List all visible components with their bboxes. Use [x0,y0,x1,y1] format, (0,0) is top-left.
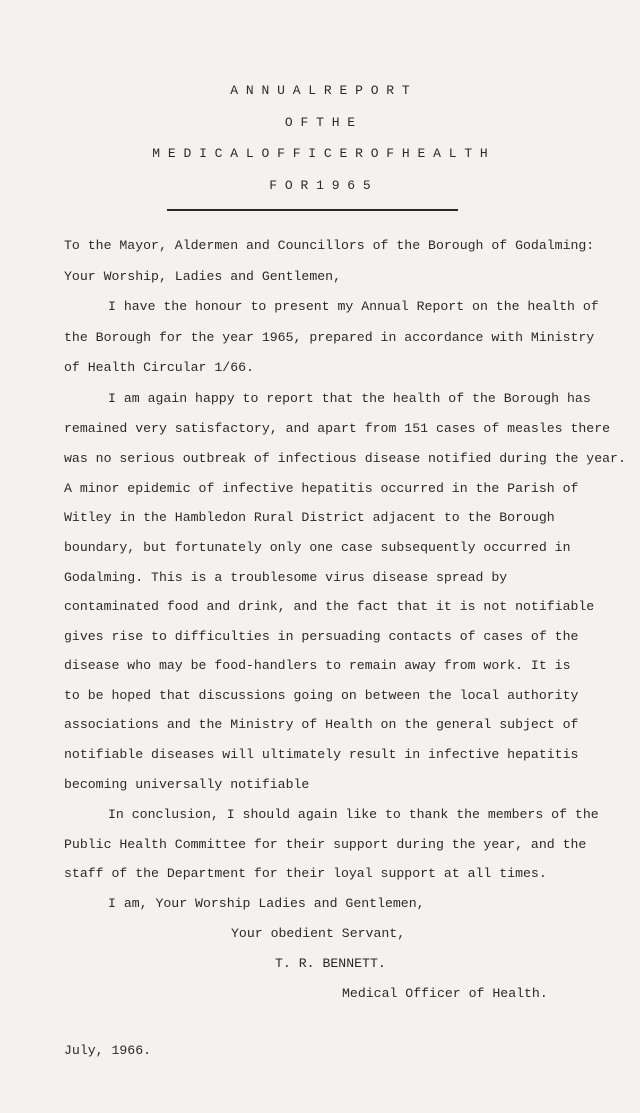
paragraph-2-line: becoming universally notifiable [64,777,310,792]
paragraph-2-line: Witley in the Hambledon Rural District adjacent to the Borough [64,510,555,525]
paragraph-2-line: remained very satisfactory, and apart from 151 cases of measles there [64,421,611,436]
closing-line: I am, Your Worship Ladies and Gentlemen, [108,896,425,911]
paragraph-2-line: to be hoped that discussions going on between the local authority [64,688,579,703]
paragraph-3-line: In conclusion, I should again like to thank the members of the [108,807,599,822]
report-title-of-the: O F T H E [284,115,356,130]
report-title: A N N U A L R E P O R T [230,83,410,98]
paragraph-1-line: the Borough for the year 1965, prepared in accordance with Ministry [64,330,595,345]
paragraph-2-line: was no serious outbreak of infectious disease notified during the year. [64,451,626,466]
report-date: July, 1966. [64,1043,152,1058]
paragraph-2-line: I am again happy to report that the health of the Borough has [108,391,591,406]
paragraph-2-line: A minor epidemic of infective hepatitis occurred in the Parish of [64,481,579,496]
closing-servant: Your obedient Servant, [231,926,406,941]
report-title-officer: M E D I C A L O F F I C E R O F H E A L T H [152,146,488,161]
paragraph-1-line: of Health Circular 1/66. [64,360,254,375]
paragraph-2-line: gives rise to difficulties in persuading contacts of cases of the [64,629,579,644]
title-divider [167,209,458,211]
salutation-address: To the Mayor, Aldermen and Councillors of the Borough of Godalming: [64,238,595,253]
paragraph-2-line: associations and the Ministry of Health on the general subject of [64,717,579,732]
report-title-year: F O R 1 9 6 5 [269,178,371,193]
paragraph-2-line: boundary, but fortunately only one case subsequently occurred in [64,540,571,555]
signature-name: T. R. BENNETT. [275,956,386,971]
paragraph-2-line: disease who may be food-handlers to remain away from work. It is [64,658,571,673]
salutation-greeting: Your Worship, Ladies and Gentlemen, [64,269,341,284]
paragraph-3-line: staff of the Department for their loyal support at all times. [64,866,547,881]
paragraph-1-line: I have the honour to present my Annual Report on the health of [108,299,599,314]
paragraph-2-line: contaminated food and drink, and the fact that it is not notifiable [64,599,595,614]
paragraph-2-line: notifiable diseases will ultimately result in infective hepatitis [64,747,579,762]
paragraph-2-line: Godalming. This is a troublesome virus disease spread by [64,570,508,585]
paragraph-3-line: Public Health Committee for their support during the year, and the [64,837,587,852]
signatory-title: Medical Officer of Health. [342,986,548,1001]
